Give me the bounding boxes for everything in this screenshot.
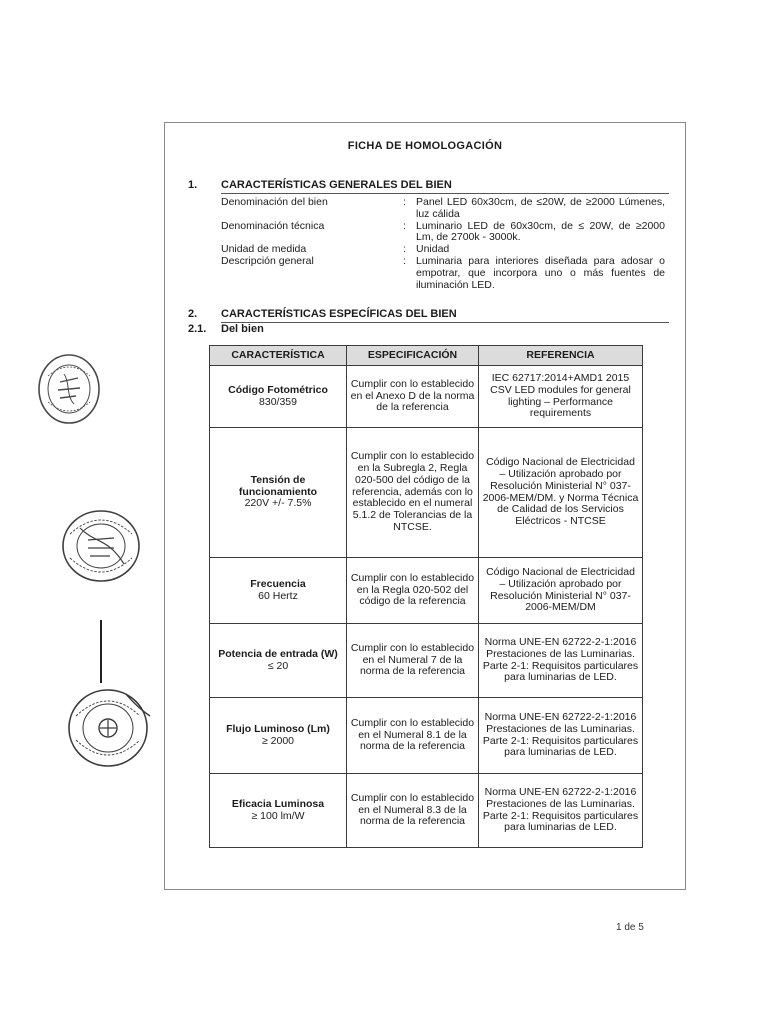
general-label: Unidad de medida: [221, 243, 307, 256]
table-row: [210, 624, 643, 698]
specifications-table: [209, 345, 643, 848]
reference-cell: Código Nacional de Electricidad – Utilización aprobado por Resolución Ministerial N° 037-2006-MEM/DM: [479, 558, 643, 624]
section-rule: [221, 322, 669, 323]
specification-cell: Cumplir con lo establecido en la Regla 020-502 del código de la referencia: [347, 558, 479, 624]
engineer-seal: [60, 508, 142, 584]
table-row: [210, 774, 643, 848]
official-seal-top: [36, 352, 102, 426]
characteristic-name: Tensión de funcionamiento: [238, 473, 318, 498]
section-number: 2.: [188, 308, 198, 320]
section-number: 1.: [188, 179, 198, 191]
characteristic-cell: [210, 698, 347, 774]
general-characteristics: [221, 197, 665, 291]
general-value: Panel LED 60x30cm, de ≤20W, de ≥2000 Lúmenes, luz cálida: [416, 196, 665, 220]
table-row: [210, 698, 643, 774]
general-separator: :: [403, 196, 406, 208]
specification-cell: Cumplir con lo establecido en el Numeral 7 de la norma de la referencia: [347, 624, 479, 698]
general-row: [221, 197, 665, 221]
section-title: CARACTERÍSTICAS ESPECÍFICAS DEL BIEN: [221, 308, 457, 320]
characteristic-name: Código Fotométrico: [228, 383, 328, 396]
subsection-title: Del bien: [221, 323, 264, 335]
reference-cell: Norma UNE-EN 62722-2-1:2016 Prestaciones de las Luminarias. Parte 2-1: Requisitos particulares para luminarias de LED.: [479, 624, 643, 698]
reference-cell: Norma UNE-EN 62722-2-1:2016 Prestaciones de las Luminarias. Parte 2-1: Requisitos particulares para luminarias de LED.: [479, 774, 643, 848]
characteristic-value: 830/359: [259, 395, 297, 408]
general-label: Denominación técnica: [221, 219, 325, 232]
specification-cell: Cumplir con lo establecido en el Numeral 8.3 de la norma de la referencia: [347, 774, 479, 848]
specification-cell: Cumplir con lo establecido en la Subregla 2, Regla 020-500 del código de la referencia, además con lo establecido en el numeral 5.1.2 de Tolerancias de la NTCSE.: [347, 428, 479, 558]
document-page: [164, 122, 686, 890]
specification-cell: Cumplir con lo establecido en el Anexo D de la norma de la referencia: [347, 366, 479, 428]
characteristic-value: 60 Hertz: [258, 589, 298, 602]
column-header-specification: ESPECIFICACIÓN: [347, 346, 479, 366]
subsection-heading: [188, 323, 264, 335]
characteristic-value: ≥ 2000: [261, 734, 295, 747]
document-title: FICHA DE HOMOLOGACIÓN: [347, 140, 503, 152]
characteristic-value: ≤ 20: [267, 659, 289, 672]
characteristic-name: Flujo Luminoso (Lm): [226, 722, 330, 735]
table-row: [210, 428, 643, 558]
column-header-characteristic: CARACTERÍSTICA: [210, 346, 347, 366]
subsection-number: 2.1.: [188, 323, 207, 335]
page-number: 1 de 5: [616, 922, 644, 933]
section-1-heading: [188, 179, 452, 191]
characteristic-name: Eficacia Luminosa: [231, 797, 325, 810]
signature-stroke: [100, 620, 102, 683]
section-2-heading: [188, 308, 457, 320]
general-row: [221, 256, 665, 291]
characteristic-cell: [210, 558, 347, 624]
reference-cell: IEC 62717:2014+AMD1 2015 CSV LED modules for general lighting – Performance requirements: [479, 366, 643, 428]
general-row: [221, 221, 665, 245]
characteristic-cell: [210, 428, 347, 558]
general-separator: :: [403, 219, 406, 232]
characteristic-cell: [210, 366, 347, 428]
general-separator: :: [403, 243, 406, 256]
reference-cell: Norma UNE-EN 62722-2-1:2016 Prestaciones de las Luminarias. Parte 2-1: Requisitos particulares para luminarias de LED.: [479, 698, 643, 774]
characteristic-value: ≥ 100 lm/W: [251, 809, 305, 822]
characteristic-cell: [210, 774, 347, 848]
general-label: Descripción general: [221, 254, 314, 267]
section-rule: [221, 193, 669, 194]
general-separator: :: [403, 254, 406, 267]
characteristic-cell: [210, 624, 347, 698]
official-seal-bottom: [66, 686, 152, 770]
table-row: [210, 558, 643, 624]
general-value: Unidad: [416, 243, 450, 256]
table-row: [210, 366, 643, 428]
characteristic-value: 220V +/- 7.5%: [244, 497, 312, 510]
reference-cell: Código Nacional de Electricidad – Utilización aprobado por Resolución Ministerial N° 037-2006-MEM/DM. y Norma Técnica de Calidad de los Servicios Eléctricos - NTCSE: [479, 428, 643, 558]
section-title: CARACTERÍSTICAS GENERALES DEL BIEN: [221, 179, 452, 191]
general-value: Luminaria para interiores diseñada para adosar o empotrar, que incorpora uno o más fuentes de iluminación LED.: [416, 254, 665, 291]
column-header-reference: REFERENCIA: [479, 346, 643, 366]
general-value: Luminario LED de 60x30cm, de ≤ 20W, de ≥2000 Lm, de 2700k - 3000k.: [416, 219, 665, 244]
general-label: Denominación del bien: [221, 196, 328, 208]
characteristic-name: Potencia de entrada (W): [218, 647, 338, 660]
table-header-row: [210, 346, 643, 366]
specification-cell: Cumplir con lo establecido en el Numeral 8.1 de la norma de la referencia: [347, 698, 479, 774]
characteristic-name: Frecuencia: [250, 577, 306, 590]
